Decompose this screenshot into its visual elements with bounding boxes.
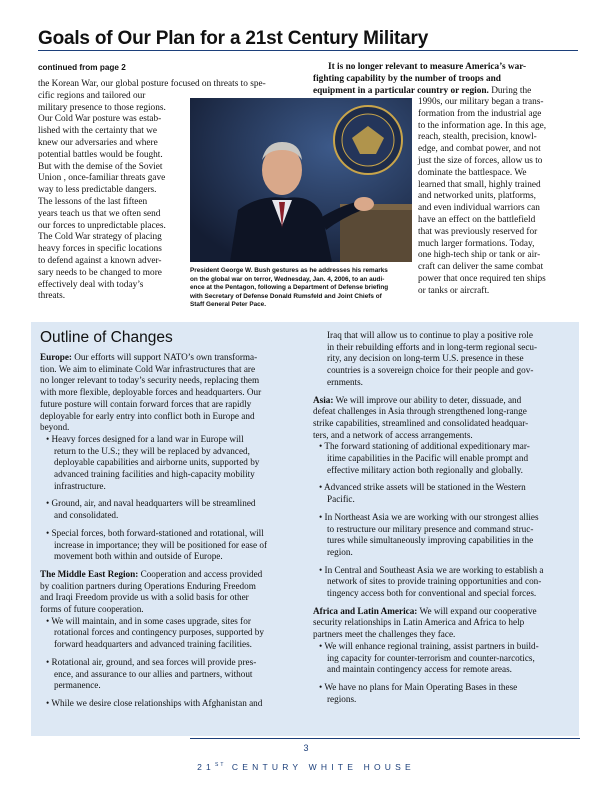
bullet-line: • We will maintain, and in some cases upgrade, sites for bbox=[46, 615, 251, 626]
bullet-line: and consolidated. bbox=[54, 510, 119, 521]
bullet-continued-line: countries is a sovereign choice for their people and gov- bbox=[327, 365, 534, 376]
left-text-line: knew our adversaries and where bbox=[38, 137, 158, 148]
left-text-line: sary needs to be changed to more bbox=[38, 267, 162, 278]
bullet-line: Pacific. bbox=[327, 494, 355, 505]
left-text-line: heavy forces in specific locations bbox=[38, 244, 162, 255]
outline-title: Outline of Changes bbox=[40, 329, 173, 346]
section-lead-line bbox=[313, 606, 575, 618]
intro-text-line bbox=[313, 86, 577, 98]
section-lead-text: We will improve our ability to deter, dissuade, and bbox=[333, 394, 522, 405]
bullet-line: • Ground, air, and naval headquarters will be streamlined bbox=[46, 498, 256, 509]
europe-line: tion. We aim to eliminate Cold War infrastructures that are bbox=[40, 363, 256, 374]
section-label: The Middle East Region: bbox=[40, 568, 139, 579]
bullet-continued-line: Iraq that will allow us to continue to play a positive role bbox=[327, 330, 533, 340]
intro-bold: fighting capability by the number of troops and bbox=[313, 73, 501, 84]
bullet-line: forward headquarters and advanced training facilities. bbox=[54, 639, 252, 650]
africa-line: security relationships in Latin America and Africa to help bbox=[313, 617, 525, 628]
asia-line: strike capabilities, streamlined and consolidated headquar- bbox=[313, 417, 529, 428]
left-text-line: But with the demise of the Soviet bbox=[38, 161, 163, 172]
caption-line: ence at the Pentagon, following a Department of Defense briefing bbox=[190, 284, 389, 292]
outline-right-column bbox=[313, 330, 575, 705]
right-text-line: and networked units, platforms, bbox=[418, 191, 536, 202]
intro-bold: equipment in a particular country or region. bbox=[313, 85, 489, 96]
bullet-line: increase in importance; they will be positioned for ease of bbox=[54, 539, 268, 550]
caption-line: Staff General Peter Pace. bbox=[190, 301, 267, 309]
europe-line: future posture will contain forward forces that are rapidly bbox=[40, 398, 252, 409]
bullet-line: • We will enhance regional training, assist partners in build- bbox=[319, 640, 539, 651]
photo-caption bbox=[190, 267, 415, 310]
continued-note: continued from page 2 bbox=[38, 63, 126, 72]
bullet-line: • Advanced strike assets will be stationed in the Western bbox=[319, 482, 526, 493]
right-text-line: to the information age. In this age, bbox=[418, 120, 547, 131]
footer-sup: ST bbox=[214, 762, 226, 769]
section-label: Asia: bbox=[313, 394, 334, 405]
footer-pre: 21 bbox=[197, 762, 215, 772]
bullet-line: network of sites to provide training opportunities and con- bbox=[327, 576, 542, 587]
bullet-continued-line: rity, any decision on long-term U.S. presence in these bbox=[327, 353, 524, 364]
section-lead-text: Cooperation and access provided bbox=[138, 568, 263, 579]
bullet-line: • While we desire close relationships with Afghanistan and bbox=[46, 697, 263, 708]
bullet-line: and maintain contingency access for remote areas. bbox=[327, 664, 512, 675]
left-text-line: Our Cold War posture was estab- bbox=[38, 114, 162, 125]
bullet-line: to restructure our military presence and command struc- bbox=[327, 523, 534, 534]
middle-east-line: and Iraqi Freedom provide us with a solid basis for other bbox=[40, 592, 249, 603]
left-text-line: years teach us that we often send bbox=[38, 208, 161, 219]
president-photo bbox=[190, 98, 412, 262]
footer-rule bbox=[190, 738, 580, 739]
asia-line: ters, and a network of access arrangements. bbox=[313, 429, 473, 440]
section-lead-text: We will expand our cooperative bbox=[417, 605, 537, 616]
bullet-line: • Special forces, both forward-stationed and rotational, will bbox=[46, 527, 264, 538]
bullet-continued-line: ernments. bbox=[327, 376, 363, 387]
bullet-line: • The forward stationing of additional expeditionary mar- bbox=[319, 441, 530, 452]
right-text-line: reach, stealth, precision, knowl- bbox=[418, 132, 537, 143]
bullet-line: • We have no plans for Main Operating Bases in these bbox=[319, 681, 518, 692]
left-text-line: potential battles would be fought. bbox=[38, 149, 163, 160]
intro-paragraph bbox=[313, 62, 577, 97]
bullet-line: ence, and assurance to our allies and partners, without bbox=[54, 668, 253, 679]
page-title: Goals of Our Plan for a 21st Century Military bbox=[38, 28, 429, 49]
left-text-line: Union , once-familiar threats gave bbox=[38, 173, 166, 184]
europe-line: beyond. bbox=[40, 422, 70, 433]
europe-line: deployable for early entry into conflict both in Europe and bbox=[40, 410, 255, 421]
bullet-line: infrastructure. bbox=[54, 480, 106, 491]
outline-left-column bbox=[40, 352, 302, 710]
title-rule bbox=[38, 50, 578, 51]
bullet-line: region. bbox=[327, 546, 353, 557]
bullet-line: tures while simultaneously improving capabilities in the bbox=[327, 535, 534, 546]
bullet-line: • Heavy forces designed for a land war in Europe will bbox=[46, 433, 244, 444]
bullet-line: itime capabilities in the Pacific will enable prompt and bbox=[327, 453, 529, 464]
right-text-line: and even individual warriors can bbox=[418, 203, 540, 214]
section-label: Africa and Latin America: bbox=[313, 605, 418, 616]
caption-line: on the global war on terror, Wednesday, Jan. 4, 2006, to an audi- bbox=[190, 275, 385, 283]
bullet-line: • In Northeast Asia we are working with our strongest allies bbox=[319, 511, 539, 522]
left-text-line: threats. bbox=[38, 291, 66, 302]
footer-publication bbox=[190, 762, 422, 772]
right-text-line: have an effect on the battlefield bbox=[418, 214, 536, 225]
bullet-line: ing capacity for counter-terrorism and counter-narcotics, bbox=[327, 652, 535, 663]
left-text-line: the Korean War, our global posture focused on threats to spe- bbox=[38, 79, 266, 89]
bullet-line: tingency access both for conventional and special forces. bbox=[327, 588, 537, 599]
right-text-line: much larger formations. Today, bbox=[418, 238, 535, 249]
intro-bold: It is no longer relevant to measure America’s war- bbox=[328, 62, 527, 72]
right-text-line: power that once required ten ships bbox=[418, 273, 546, 284]
left-text-line: lished with the certainty that we bbox=[38, 126, 158, 137]
middle-east-line: forms of future cooperation. bbox=[40, 604, 144, 615]
right-text-line: dominate the battlespace. We bbox=[418, 167, 527, 178]
bullet-line: deployable capabilities and airborne units, supported by bbox=[54, 457, 260, 468]
bullet-line: • In Central and Southeast Asia we are working to establish a bbox=[319, 564, 544, 575]
section-lead-line bbox=[40, 352, 302, 364]
bullet-line: rotational forces and contingency purposes, supported by bbox=[54, 627, 264, 638]
left-text-line: cific regions and tailored our bbox=[38, 90, 146, 101]
caption-line: with Secretary of Defense Donald Rumsfeld and Joint Chiefs of bbox=[190, 292, 382, 300]
right-text-line: or tanks or aircraft. bbox=[418, 285, 490, 296]
right-text-line: just the size of forces, allow us to bbox=[418, 155, 543, 166]
caption-line: President George W. Bush gestures as he addresses his remarks bbox=[190, 267, 388, 274]
left-text-line: way to less predictable dangers. bbox=[38, 185, 157, 196]
right-text-line: one high-tech ship or tank or air- bbox=[418, 250, 541, 261]
bullet-line: effective military action both regionally and globally. bbox=[327, 464, 523, 475]
intro-text-line bbox=[313, 74, 577, 86]
section-lead-text: Our efforts will support NATO’s own transforma- bbox=[72, 352, 258, 362]
bullet-line: regions. bbox=[327, 693, 357, 704]
right-text-line: craft can deliver the same combat bbox=[418, 262, 544, 273]
section-label: Europe: bbox=[40, 352, 72, 362]
intro-text-line bbox=[313, 62, 577, 74]
intro-tail: During the bbox=[488, 85, 532, 96]
bullet-continued-line: in their rebuilding efforts and in long-term regional secu- bbox=[327, 341, 538, 352]
left-text-line: to defend against a known adver- bbox=[38, 255, 162, 266]
left-text-line: our forces to unpredictable places. bbox=[38, 220, 166, 231]
left-text-line: effectively deal with today’s bbox=[38, 279, 144, 290]
bullet-line: movement both within and outside of Europe. bbox=[54, 551, 223, 562]
right-text-line: formation from the industrial age bbox=[418, 108, 542, 119]
section-lead-line bbox=[40, 569, 302, 581]
left-text-line: military presence to those regions. bbox=[38, 102, 166, 113]
africa-line: partners meet the challenges they face. bbox=[313, 629, 456, 640]
right-text-line: edge, and combat power, and not bbox=[418, 144, 541, 155]
middle-east-line: by coalition partners during Operations Enduring Freedom bbox=[40, 580, 256, 591]
europe-line: no longer relevant to today’s security needs, replacing them bbox=[40, 375, 260, 386]
bullet-line: advanced training facilities and high-capacity mobility bbox=[54, 469, 255, 480]
right-text-line: 1990s, our military began a trans- bbox=[418, 97, 544, 107]
section-lead-line bbox=[313, 395, 575, 407]
bullet-line: • Rotational air, ground, and sea forces will provide pres- bbox=[46, 656, 257, 667]
left-text-line: The lessons of the last fifteen bbox=[38, 196, 148, 207]
asia-line: defeat challenges in Asia through strengthened long-range bbox=[313, 406, 527, 417]
page-number: 3 bbox=[303, 743, 309, 753]
bullet-line: return to the U.S.; they will be replaced by advanced, bbox=[54, 445, 250, 456]
right-column bbox=[418, 97, 580, 298]
right-text-line: that was previously reserved for bbox=[418, 226, 538, 237]
photo-illustration bbox=[190, 98, 412, 262]
right-text-line: learned that small, highly trained bbox=[418, 179, 541, 190]
europe-line: with more flexible, deployable forces and headquarters. Our bbox=[40, 387, 262, 398]
bullet-line: permanence. bbox=[54, 680, 101, 691]
left-text-line: The Cold War strategy of placing bbox=[38, 232, 162, 243]
footer-post: CENTURY WHITE HOUSE bbox=[225, 762, 415, 772]
